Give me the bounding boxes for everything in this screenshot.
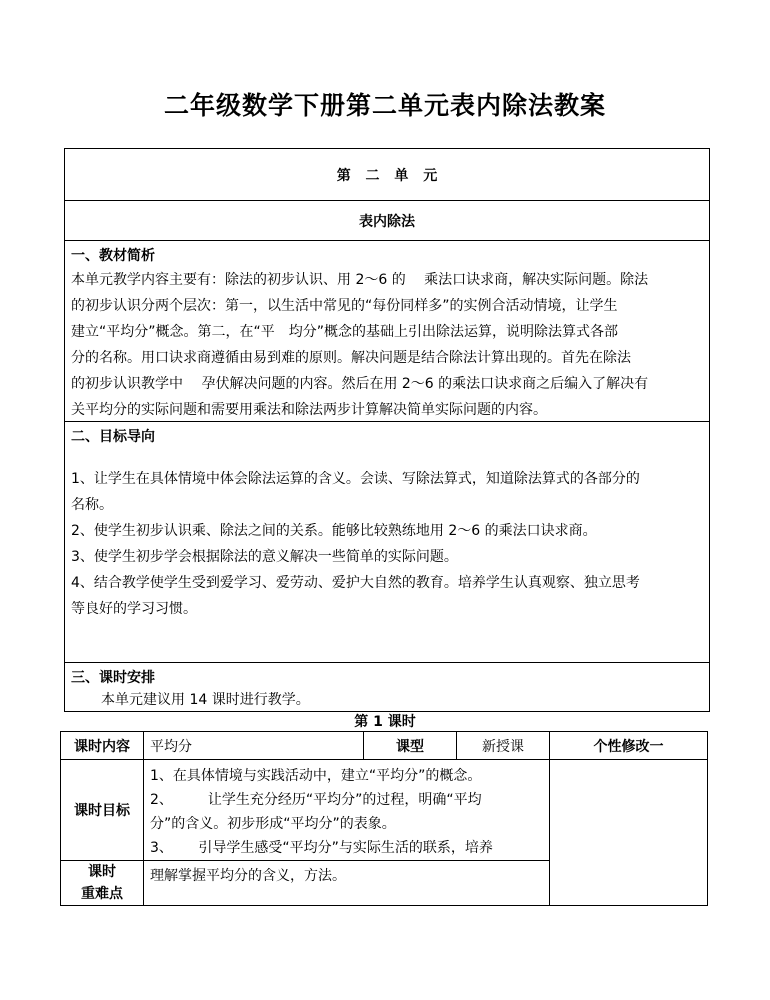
type-label: 课型	[364, 732, 457, 760]
personal-label: 个性修改一	[550, 732, 708, 760]
text-line: 3、使学生初步学会根据除法的意义解决一些简单的实际问题。	[71, 549, 458, 565]
text-line: 的初步认识教学中 孕伏解决问题的内容。然后在用 2～6 的乘法口诀求商之后编入了解决有	[71, 376, 649, 392]
lesson-table	[60, 731, 708, 906]
goal-label: 课时目标	[61, 760, 144, 861]
type-value: 新授课	[457, 732, 550, 760]
key-label: 课时	[88, 864, 116, 880]
goal-line: 分”的含义。初步形成“平均分”的表象。	[150, 816, 396, 832]
content-label: 课时内容	[61, 732, 144, 760]
text-line: 的初步认识分两个层次：第一，以生活中常见的“每份同样多”的实例合活动情境，让学生	[71, 298, 618, 314]
text-line: 本单元教学内容主要有：除法的初步认识、用 2～6 的 乘法口诀求商，解决实际问题。除法	[71, 272, 649, 288]
section-material-analysis	[64, 240, 710, 422]
section-schedule	[64, 662, 710, 712]
text-line: 分的名称。用口诀求商遵循由易到难的原则。解决问题是结合除法计算出现的。首先在除法	[71, 350, 631, 366]
goal-cell	[144, 760, 550, 861]
section-heading: 一、教材简析	[71, 248, 155, 264]
key-label: 重难点	[81, 886, 123, 902]
topic-header: 表内除法	[64, 200, 710, 241]
text-line: 建立“平均分”概念。第二，在“平 均分”概念的基础上引出除法运算，说明除法算式各部	[71, 324, 619, 340]
goal-line: 2、 让学生充分经历“平均分”的过程，明确“平均	[150, 792, 482, 808]
document-title: 二年级数学下册第二单元表内除法教案	[163, 91, 606, 120]
section-goals	[64, 421, 710, 663]
lesson-heading: 第 1 课时	[354, 714, 416, 730]
text-line: 名称。	[71, 497, 113, 513]
text-line: 关平均分的实际问题和需要用乘法和除法两步计算解决简单实际问题的内容。	[71, 402, 547, 418]
text-line: 2、使学生初步认识乘、除法之间的关系。能够比较熟练地用 2～6 的乘法口诀求商。	[71, 523, 597, 539]
text-line: 本单元建议用 14 课时进行教学。	[101, 692, 310, 708]
unit-header: 第 二 单 元	[64, 148, 710, 201]
text-line: 等良好的学习习惯。	[71, 601, 197, 617]
goal-line: 1、在具体情境与实践活动中，建立“平均分”的概念。	[150, 768, 482, 784]
goal-line: 3、 引导学生感受“平均分”与实际生活的联系，培养	[150, 840, 493, 856]
key-value: 理解掌握平均分的含义，方法。	[144, 861, 550, 906]
personal-cell	[550, 760, 708, 906]
key-label-cell	[61, 861, 144, 906]
content-value: 平均分	[144, 732, 364, 760]
section-heading: 三、课时安排	[71, 670, 155, 686]
section-heading: 二、目标导向	[71, 429, 155, 445]
text-line: 1、让学生在具体情境中体会除法运算的含义。会读、写除法算式，知道除法算式的各部分的	[71, 471, 640, 487]
text-line: 4、结合教学使学生受到爱学习、爱劳动、爱护大自然的教育。培养学生认真观察、独立思考	[71, 575, 640, 591]
